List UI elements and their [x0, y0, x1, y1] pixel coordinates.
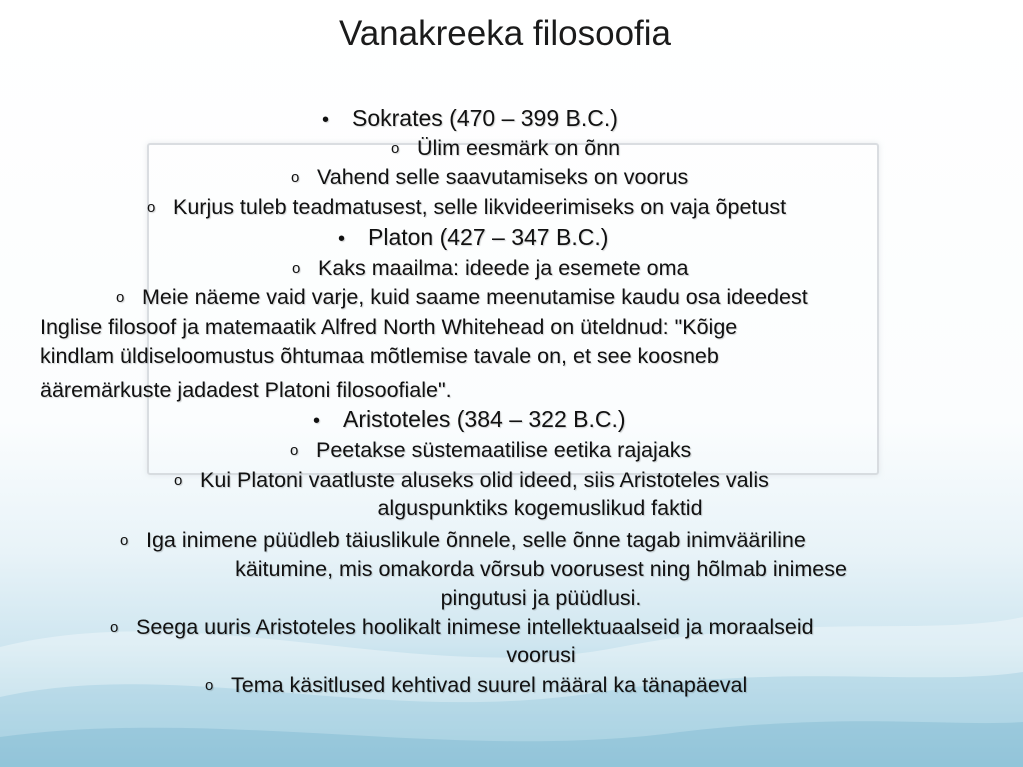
list-item — [291, 163, 688, 192]
aristoteles-heading-row — [313, 405, 626, 435]
platon-heading-row — [338, 223, 608, 253]
list-item-continuation: voorusi — [506, 643, 576, 667]
sokrates-heading-row — [322, 104, 618, 134]
list-item — [292, 254, 688, 283]
platon-heading: Platon (427 – 347 B.C.) — [368, 224, 609, 250]
list-item-text: Iga inimene püüdleb täiuslikule õnnele, selle õnne tagab inimvääriline — [146, 528, 806, 552]
bullet-icon: • — [322, 109, 330, 131]
list-item — [391, 134, 620, 163]
list-item — [110, 613, 814, 642]
list-item-text: Ülim eesmärk on õnn — [417, 136, 621, 160]
sub-bullet-icon: o — [391, 140, 400, 157]
whitehead-quote-line: Inglise filosoof ja matemaatik Alfred North Whitehead on üteldnud: "Kõige — [40, 315, 738, 339]
whitehead-quote-line: kindlam üldiseloomustus õhtumaa mõtlemise tavale on, et see koosneb — [40, 344, 719, 368]
list-item-text: Meie näeme vaid varje, kuid saame meenutamise kaudu osa ideedest — [142, 285, 808, 309]
whitehead-quote-line: ääremärkuste jadadest Platoni filosoofiale". — [40, 378, 452, 402]
list-item — [116, 283, 808, 312]
bullet-icon: • — [338, 228, 346, 250]
sub-bullet-icon: o — [120, 532, 129, 549]
bullet-icon: • — [313, 410, 321, 432]
sub-bullet-icon: o — [110, 619, 119, 636]
list-item-text: Seega uuris Aristoteles hoolikalt inimese intellektuaalseid ja moraalseid — [136, 615, 814, 639]
list-item-text: Vahend selle saavutamiseks on voorus — [317, 165, 689, 189]
list-item — [120, 526, 806, 555]
list-item-text: Kaks maailma: ideede ja esemete oma — [318, 256, 689, 280]
sub-bullet-icon: o — [174, 472, 183, 489]
list-item-text: Peetakse süstemaatilise eetika rajajaks — [316, 438, 692, 462]
sub-bullet-icon: o — [291, 169, 300, 186]
list-item-continuation: käitumine, mis omakorda võrsub voorusest ning hõlmab inimese — [235, 557, 847, 581]
list-item — [290, 436, 691, 465]
sokrates-heading: Sokrates (470 – 399 B.C.) — [352, 105, 618, 131]
list-item-text: Tema käsitlused kehtivad suurel määral ka tänapäeval — [231, 673, 748, 697]
sub-bullet-icon: o — [290, 442, 299, 459]
aristoteles-heading: Aristoteles (384 – 322 B.C.) — [343, 406, 626, 432]
list-item — [147, 193, 786, 222]
sub-bullet-icon: o — [147, 199, 156, 216]
list-item-text: Kurjus tuleb teadmatusest, selle likvideerimiseks on vaja õpetust — [173, 195, 787, 219]
sub-bullet-icon: o — [205, 677, 214, 694]
list-item — [174, 466, 769, 495]
list-item-continuation: alguspunktiks kogemuslikud faktid — [377, 496, 703, 520]
list-item-text: Kui Platoni vaatluste aluseks olid ideed, siis Aristoteles valis — [200, 468, 769, 492]
sub-bullet-icon: o — [292, 260, 301, 277]
sub-bullet-icon: o — [116, 289, 125, 306]
slide-title: Vanakreeka filosoofia — [338, 14, 672, 53]
list-item — [205, 671, 747, 700]
list-item-continuation: pingutusi ja püüdlusi. — [440, 586, 642, 610]
